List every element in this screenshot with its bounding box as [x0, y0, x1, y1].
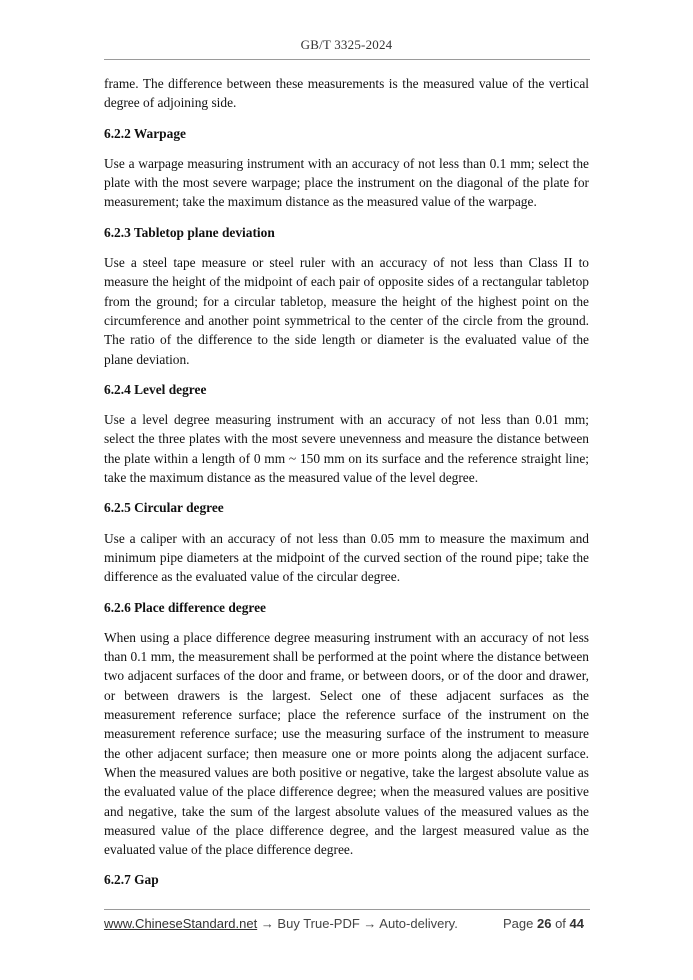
header-divider: [104, 59, 590, 60]
paragraph-tabletop-plane-deviation: Use a steel tape measure or steel ruler with an accuracy of not less than Class II to measure the height of the midpoint of each pair of opposite sides of a rectangular tabletop from the ground; for a circular tabletop, measure the height of the highest point on the circumference and another point symmetrical to the center of the circle from the ground. The ratio of the difference to the side length or diameter is the evaluated value of the plane deviation.: [104, 255, 589, 367]
paragraph-place-difference-degree: When using a place difference degree measuring instrument with an accuracy of not less than 0.1 mm, the measurement shall be performed at the point where the distance between two adjacent surfaces of the door and frame, or between doors, or of the door and drawer, or between drawers is the largest. Select one of these adjacent surfaces as the measurement reference surface; place the reference surface of the instrument on the measurement reference surface; use the measuring surface of the instrument to measure the other adjacent surface; then measure one or more points along the adjacent surface. When the measured values are both positive or negative, take the largest absolute value as the evaluated value of the place difference degree; when the measured values are positive and negative, take the sum of the largest absolute values of the measured values as the measured value of the place difference degree, and the largest measured value as the evaluated value of the place difference degree.: [104, 629, 589, 858]
paragraph-warpage: Use a warpage measuring instrument with an accuracy of not less than 0.1 mm; select the plate with the most severe warpage; place the instrument on the diagonal of the plate for measurement; take the maximum distance as the measured value of the warpage.: [104, 155, 589, 210]
page-body: [104, 74, 589, 901]
section-heading-circular-degree: 6.2.5 Circular degree: [104, 500, 224, 516]
page-current: 26: [536, 916, 552, 931]
paragraph-circular-degree: Use a caliper with an accuracy of not less than 0.05 mm to measure the maximum and minimum pipe diameters at the midpoint of the curved section of the round pipe; take the difference as the evaluated value of the circular degree.: [104, 530, 589, 585]
footer-promo: [104, 916, 458, 931]
footer-promo-text: → Buy True-PDF → Auto-delivery.: [257, 916, 458, 931]
section-heading-warpage: 6.2.2 Warpage: [104, 125, 186, 141]
page-of-label: of: [555, 916, 566, 931]
section-heading-gap: 6.2.7 Gap: [104, 872, 159, 888]
site-link[interactable]: www.ChineseStandard.net: [104, 916, 258, 931]
page-total: 44: [569, 916, 584, 931]
paragraph-continuation: frame. The difference between these measurements is the measured value of the vertical degree of adjoining side.: [104, 76, 589, 111]
footer-divider: [104, 909, 590, 910]
paragraph-level-degree: Use a level degree measuring instrument with an accuracy of not less than 0.01 mm; select the three plates with the most severe unevenness and measure the distance between the plate within a length of 0 mm ~ 150 mm on its surface and the reference straight line; take the maximum distance as the measured value of the level degree.: [104, 412, 589, 486]
page-label: Page: [502, 916, 534, 931]
page-header: GB/T 3325-2024: [300, 37, 393, 52]
section-heading-place-difference-degree: 6.2.6 Place difference degree: [104, 599, 266, 615]
section-heading-level-degree: 6.2.4 Level degree: [104, 381, 207, 397]
page-number: [503, 916, 584, 931]
section-heading-tabletop-plane-deviation: 6.2.3 Tabletop plane deviation: [104, 224, 275, 240]
